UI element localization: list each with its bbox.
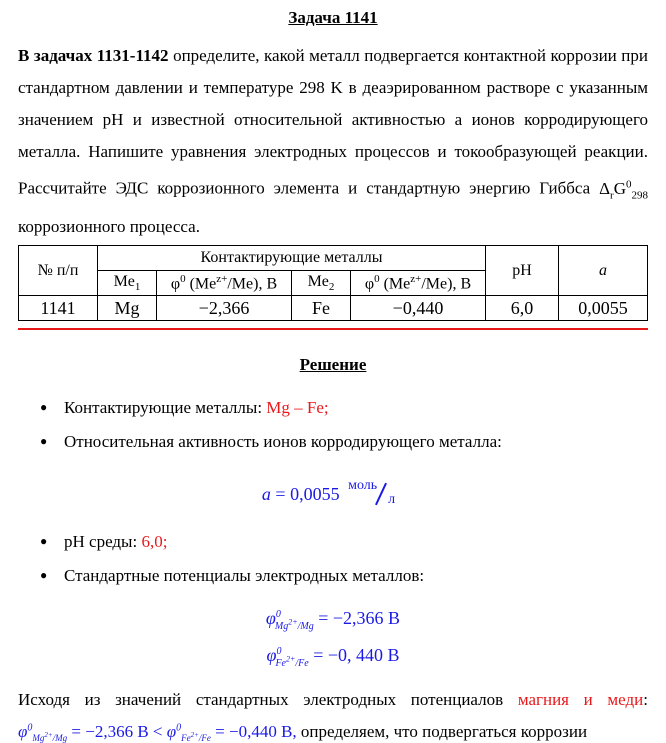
table-row bbox=[19, 296, 648, 321]
gibbs-symbol: $\Delta_rG^0_{298}$ bbox=[599, 178, 648, 202]
header-contacting-metals: Контактирующие металлы bbox=[98, 246, 486, 271]
solution-title: Решение bbox=[299, 355, 367, 374]
problem-statement bbox=[18, 40, 648, 243]
header-activity: a bbox=[559, 246, 648, 296]
conclusion-paragraph: Исходя из значений стандартных электродных потенциалов магния и меди: bbox=[18, 690, 648, 709]
unit-fraction: моль л bbox=[348, 478, 396, 507]
bullet-icon: ● bbox=[40, 434, 48, 448]
subheader-phi2: $\varphi^0$ $(Me^{z+}/Me)$, B bbox=[351, 271, 486, 296]
fe-potential-formula: $\varphi^0_{Fe^{2+}/Fe} = -0$, 440 В bbox=[266, 645, 400, 669]
list-item: ● pH среды: 6,0; bbox=[40, 532, 168, 551]
cell-ph: 6,0 bbox=[486, 296, 559, 321]
list-item: ● Стандартные потенциалы электродных металлов: bbox=[40, 566, 425, 585]
cell-phi1: −2,366 bbox=[157, 296, 292, 321]
statement-tail: коррозионного процесса. bbox=[18, 217, 200, 237]
list-item: ● Контактирующие металлы: Mg – Fe; bbox=[40, 398, 329, 417]
subheader-me2: $Me_2$ bbox=[292, 271, 351, 296]
cell-me2: Fe bbox=[292, 296, 351, 321]
data-table bbox=[18, 245, 648, 321]
list-item: ● Относительная активность ионов корродирующего металла: bbox=[40, 432, 502, 451]
bullet-icon: ● bbox=[40, 400, 48, 414]
metals-names: магния и меди bbox=[517, 690, 644, 709]
cell-number: 1141 bbox=[19, 296, 98, 321]
ph-value: 6,0; bbox=[141, 532, 168, 551]
red-separator bbox=[18, 328, 648, 330]
cell-me1: Mg bbox=[98, 296, 157, 321]
header-ph: pH bbox=[486, 246, 559, 296]
metals-value: Mg – Fe; bbox=[266, 398, 329, 417]
activity-formula: a = 0,0055 моль л bbox=[0, 480, 666, 510]
bullet-icon: ● bbox=[40, 534, 48, 548]
cell-phi2: −0,440 bbox=[351, 296, 486, 321]
problem-title: Задача 1141 bbox=[288, 8, 378, 27]
conclusion-line-2: $\varphi^0_{Mg^{2+}/Mg} = -2,366$ $В < \varphi^0_{Fe^{2+}/Fe} = -0,440$ В, определяем, что подвергаться коррозии bbox=[18, 722, 588, 743]
bullet-icon: ● bbox=[40, 568, 48, 582]
subheader-phi1: $\varphi^0$ $(Me^{z+}/Me)$, B bbox=[157, 271, 292, 296]
statement-text: определите, какой металл подвергается контактной коррозии при стандартном давлении и температуре 298 K в деаэрированном растворе с указанным значением pH и известной относительной активностью a ионов корродирующего металла. Напишите уравнения электродных процессов и токообразующей реакции. Рассчитайте ЭДС коррозионного элемента и стандартную энергию Гиббса bbox=[18, 46, 648, 198]
header-number: № п/п bbox=[19, 246, 98, 296]
statement-lead: В задачах 1131-1142 bbox=[18, 46, 169, 65]
cell-activity: 0,0055 bbox=[559, 296, 648, 321]
subheader-me1: $Me_1$ bbox=[98, 271, 157, 296]
mg-potential-formula: $\varphi^0_{Mg^{2+}/Mg} = -2,366$ В bbox=[265, 608, 401, 632]
